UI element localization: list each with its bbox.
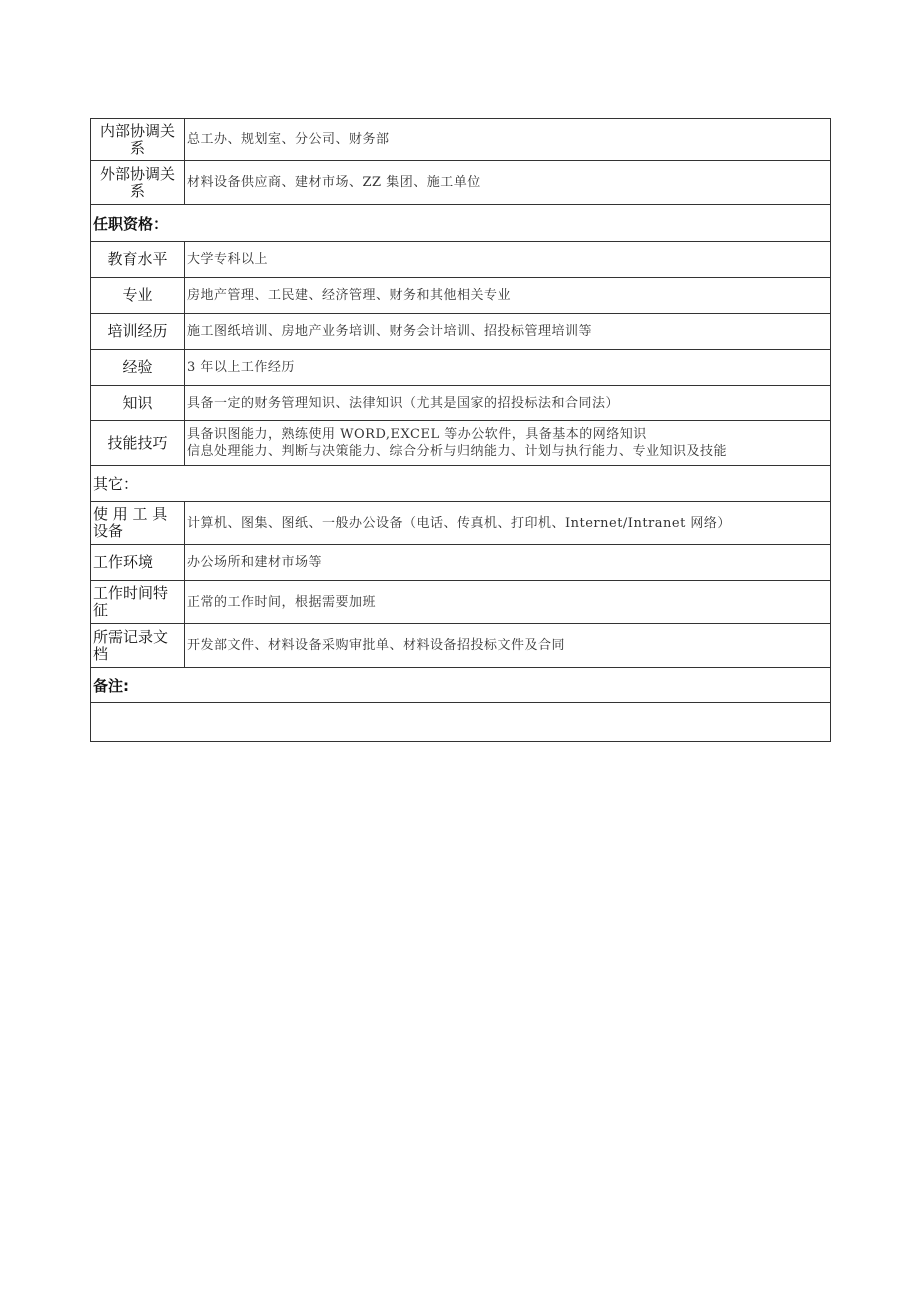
knowledge-label: 知识 bbox=[91, 386, 185, 421]
table-row bbox=[91, 545, 831, 581]
environment-label: 工作环境 bbox=[91, 545, 185, 581]
section-row bbox=[91, 205, 831, 242]
internal-relations-label: 内部协调关系 bbox=[91, 119, 185, 161]
environment-value: 办公场所和建材市场等 bbox=[185, 545, 831, 581]
section-row bbox=[91, 466, 831, 502]
table-row bbox=[91, 386, 831, 421]
notes-content bbox=[91, 703, 831, 742]
training-value: 施工图纸培训、房地产业务培训、财务会计培训、招投标管理培训等 bbox=[185, 314, 831, 350]
experience-value: 3 年以上工作经历 bbox=[185, 350, 831, 386]
skills-line-1: 具备识图能力，熟练使用 WORD,EXCEL 等办公软件，具备基本的网络知识 bbox=[187, 427, 647, 442]
skills-line-2: 信息处理能力、判断与决策能力、综合分析与归纳能力、计划与执行能力、专业知识及技能 bbox=[187, 444, 728, 459]
knowledge-value: 具备一定的财务管理知识、法律知识（尤其是国家的招投标法和合同法） bbox=[185, 386, 831, 421]
experience-label: 经验 bbox=[91, 350, 185, 386]
section-row bbox=[91, 668, 831, 703]
table-row bbox=[91, 502, 831, 545]
notes-header: 备注: bbox=[91, 668, 831, 703]
external-relations-label: 外部协调关系 bbox=[91, 161, 185, 205]
table-row bbox=[91, 314, 831, 350]
table-row bbox=[91, 242, 831, 278]
job-description-table bbox=[90, 118, 831, 742]
table-row bbox=[91, 703, 831, 742]
education-value: 大学专科以上 bbox=[185, 242, 831, 278]
work-hours-label: 工作时间特征 bbox=[91, 581, 185, 624]
table-row bbox=[91, 350, 831, 386]
work-hours-value: 正常的工作时间，根据需要加班 bbox=[185, 581, 831, 624]
table-row bbox=[91, 581, 831, 624]
other-header: 其它： bbox=[91, 466, 831, 502]
table-row bbox=[91, 119, 831, 161]
skills-label: 技能技巧 bbox=[91, 421, 185, 466]
external-relations-value: 材料设备供应商、建材市场、ZZ 集团、施工单位 bbox=[185, 161, 831, 205]
internal-relations-value: 总工办、规划室、分公司、财务部 bbox=[185, 119, 831, 161]
major-value: 房地产管理、工民建、经济管理、财务和其他相关专业 bbox=[185, 278, 831, 314]
table-row bbox=[91, 278, 831, 314]
table-row bbox=[91, 161, 831, 205]
qualifications-header: 任职资格： bbox=[91, 205, 831, 242]
records-label: 所需记录文档 bbox=[91, 624, 185, 668]
tools-label: 使 用 工 具 设备 bbox=[91, 502, 185, 545]
table-row bbox=[91, 624, 831, 668]
major-label: 专业 bbox=[91, 278, 185, 314]
table-row bbox=[91, 421, 831, 466]
skills-value bbox=[185, 421, 831, 466]
training-label: 培训经历 bbox=[91, 314, 185, 350]
records-value: 开发部文件、材料设备采购审批单、材料设备招投标文件及合同 bbox=[185, 624, 831, 668]
tools-value: 计算机、图集、图纸、一般办公设备（电话、传真机、打印机、Internet/Intranet 网络） bbox=[185, 502, 831, 545]
education-label: 教育水平 bbox=[91, 242, 185, 278]
